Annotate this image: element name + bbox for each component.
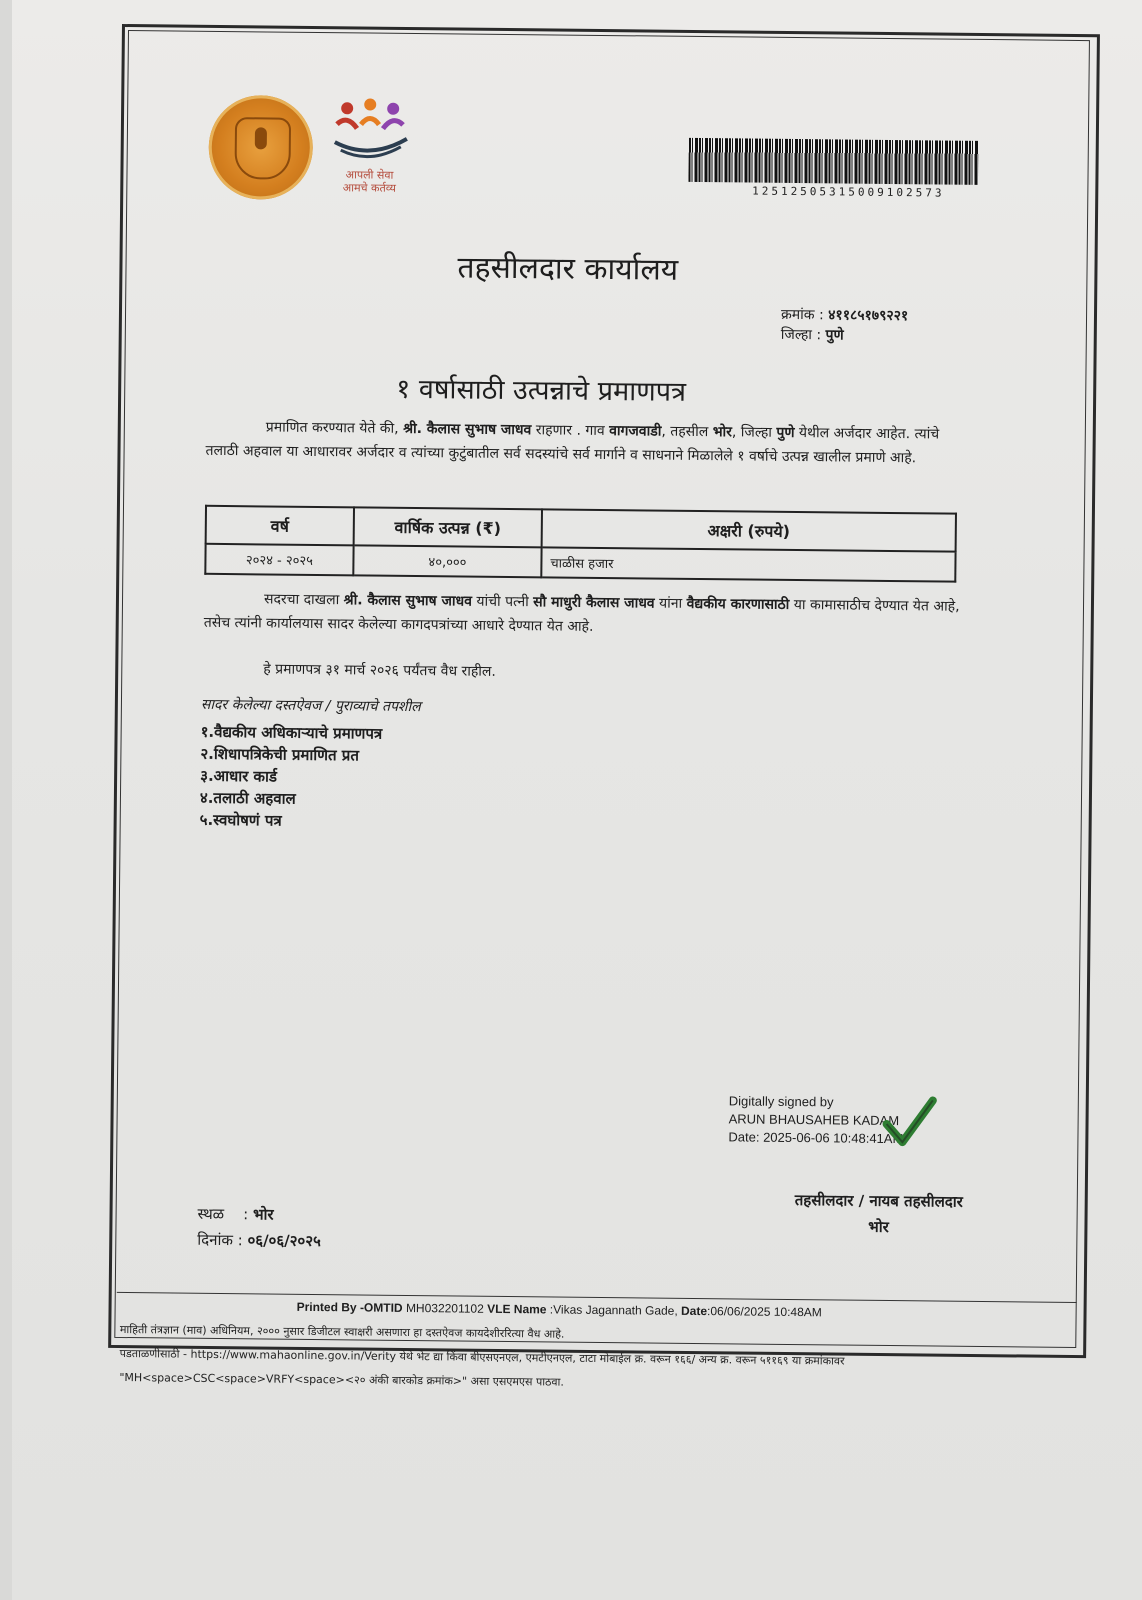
- header-words: अक्षरी (रुपये): [542, 509, 956, 551]
- certificate-paragraph-1: [205, 415, 970, 471]
- applicant-name-2: श्री. कैलास सुभाष जाधव: [343, 592, 473, 610]
- date-value: ०६/०६/२०२५: [247, 1231, 321, 1251]
- footnote-line-2: पडताळणीसाठी - https://www.mahaonline.gov.in/Verity येथे भेट द्या किंवा बीएसएनएल, एमटीएनएल, टाटा मोबाईल क्र. वरून १६६/ अन्य क्र. वरून ५११६९ या क्रमांकावर: [119, 1346, 845, 1368]
- place-label: स्थळ: [197, 1204, 225, 1224]
- para1-text-2: राहणार . गाव: [531, 422, 610, 440]
- taluka-name: भोर: [712, 424, 733, 441]
- applicant-name: श्री. कैलास सुभाष जाधव: [403, 420, 532, 439]
- aaple-sarkar-logo: [324, 94, 415, 205]
- para2-text-1: सदरचा दाखला: [263, 591, 344, 609]
- para1-text-3: , तहसील: [661, 423, 713, 441]
- signatory-place: भोर: [868, 1217, 889, 1237]
- kramank-row: [781, 305, 908, 326]
- certificate-paragraph-2: [204, 587, 969, 643]
- barcode: [688, 138, 978, 185]
- para2-text-2: यांची पत्नी: [471, 593, 534, 611]
- para1-text-1: प्रमाणित करण्यात येते की,: [265, 419, 404, 437]
- cell-income: ४०,०००: [353, 545, 541, 577]
- printed-divider: [117, 1292, 1077, 1303]
- list-item: २.शिधापत्रिकेची प्रमाणित प्रत: [200, 744, 360, 765]
- jilha-label: जिल्हा :: [780, 326, 822, 344]
- vle-value: :Vikas Jagannath Gade,: [546, 1302, 682, 1318]
- village-name: वागजवाडी: [609, 423, 662, 440]
- signatory-role: तहसीलदार / नायब तहसीलदार: [794, 1191, 963, 1211]
- sign-date: Date: 2025-06-06 10:48:41AM: [728, 1129, 904, 1147]
- signer-name: ARUN BHAUSAHEB KADAM: [728, 1111, 900, 1129]
- aaple-tagline-2: आमचे कर्तव्य: [342, 181, 397, 195]
- printed-by-line: [297, 1300, 822, 1319]
- para1-text-5: येथील अर्जदार आहेत. त्यांचे तलाठी अहवाल या आधारावर अर्जदार व त्यांच्या कुटुंबातील सर्व सदस्यांचे सर्व मार्गाने व साधनाने मिळालेले १ वर्षाचे उत्पन्न खालील प्रमाणे आहे.: [205, 424, 940, 467]
- signatory-block: [753, 1187, 1004, 1242]
- documents-title: सादर केलेल्या दस्तऐवज / पुराव्याचे तपशील: [200, 696, 421, 716]
- list-item: ५.स्वघोषणं पत्र: [199, 810, 282, 830]
- aaple-tagline-1: आपली सेवा: [345, 168, 394, 182]
- para2-text-4: या कामासाठीच देण्यात येत आहे, तसेच त्यांनी कार्यालयास सादर केलेल्या कागदपत्रांच्या आधारे देण्यात येत आहे.: [203, 596, 960, 635]
- para2-text-3: यांना: [654, 595, 687, 612]
- omtid-value: MH032201102: [402, 1300, 488, 1316]
- maharashtra-seal-logo: [208, 95, 313, 200]
- printed-label: Printed By -OMTID: [296, 1299, 403, 1315]
- place-value: भोर: [252, 1205, 274, 1224]
- hand-people-icon: [325, 94, 416, 165]
- verification-footnote: [119, 1318, 1090, 1400]
- list-item: ४.तलाठी अहवाल: [199, 788, 296, 808]
- place-row: स्थळ : भोर: [197, 1204, 274, 1224]
- cell-year: २०२४ - २०२५: [205, 544, 353, 576]
- list-item: ३.आधार कार्ड: [200, 766, 278, 786]
- beneficiary-name: सौ माधुरी कैलास जाधव: [533, 594, 655, 612]
- printed-date-label: Date: [680, 1303, 708, 1319]
- jilha-value: पुणे: [825, 327, 844, 344]
- printed-date-value: :06/06/2025 10:48AM: [706, 1304, 822, 1320]
- footnote-line-1: माहिती तंत्रज्ञान (माव) अधिनियम, २००० नुसार डिजीटल स्वाक्षरी असणारा हा दस्तऐवज कायदेशीररित्या वैध आहे.: [119, 1322, 565, 1341]
- certificate-title: १ वर्षासाठी उत्पन्नाचे प्रमाणपत्र: [396, 373, 687, 408]
- emblem-icon: [234, 117, 291, 180]
- date-row: दिनांक : ०६/०६/२०२५: [197, 1230, 321, 1251]
- certificate-meta: [781, 305, 909, 346]
- documents-list: [200, 721, 383, 833]
- income-table: [204, 505, 957, 583]
- header-income: वार्षिक उत्पन्न (₹): [354, 507, 542, 547]
- kramank-label: क्रमांक :: [780, 306, 824, 324]
- certificate-content: [116, 30, 1090, 1340]
- para1-text-4: , जिल्हा: [731, 424, 777, 441]
- sign-line-1: Digitally signed by: [728, 1093, 834, 1110]
- list-item: १.वैद्यकीय अधिकाऱ्याचे प्रमाणपत्र: [200, 722, 383, 743]
- jilha-row: [781, 325, 908, 346]
- purpose: वैद्यकीय कारणासाठी: [686, 595, 790, 613]
- barcode-number: 1251250531500910257З: [752, 184, 945, 200]
- aaple-logo-tagline: [324, 168, 414, 195]
- district-name: पुणे: [776, 424, 795, 441]
- vle-label: VLE Name: [487, 1301, 547, 1317]
- date-label: दिनांक: [197, 1230, 234, 1250]
- footnote-line-3: "MH<space>CSC<space>VRFY<space><२० अंकी बारकोड क्रमांक>" असा एसएमएस पाठवा.: [119, 1370, 564, 1389]
- office-title: तहसीलदार कार्यालय: [457, 250, 679, 288]
- header-year: वर्ष: [206, 506, 354, 546]
- cell-words: चाळीस हजार: [541, 547, 955, 581]
- place-date-block: [197, 1201, 321, 1254]
- signature-valid-check-icon: [878, 1094, 939, 1155]
- validity-statement: हे प्रमाणपत्र ३१ मार्च २०२६ पर्यंतच वैध राहील.: [263, 661, 496, 680]
- kramank-value: ४११८५१७९२२१: [828, 307, 909, 325]
